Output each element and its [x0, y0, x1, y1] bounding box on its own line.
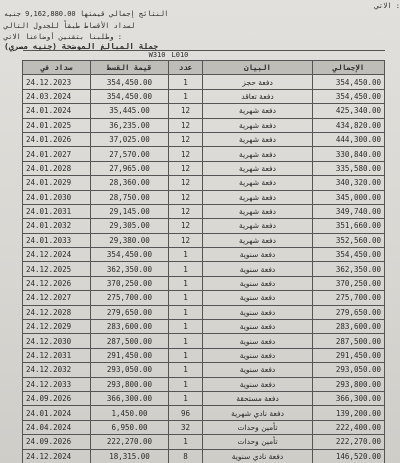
cell-type: دفعة شهرية: [203, 190, 313, 204]
cell-date: 24.09.2026: [23, 435, 91, 449]
cell-total: 354,450.00: [313, 248, 385, 262]
cell-date: 24.04.2024: [23, 420, 91, 434]
cell-date: 24.12.2031: [23, 348, 91, 362]
cell-type: دفعة حجز: [203, 75, 313, 89]
cell-count: 12: [169, 204, 203, 218]
cell-total: 354,450.00: [313, 89, 385, 103]
cell-total: 291,450.00: [313, 348, 385, 362]
cell-amount: 283,600.00: [91, 320, 169, 334]
cell-amount: 222,270.00: [91, 435, 169, 449]
cell-date: 24.01.2030: [23, 190, 91, 204]
cell-type: دفعة نادي شهرية: [203, 406, 313, 420]
table-row: [23, 363, 385, 377]
cell-count: 12: [169, 118, 203, 132]
cell-count: 1: [169, 334, 203, 348]
table-row: [23, 391, 385, 405]
cell-type: دفعة شهرية: [203, 132, 313, 146]
cell-count: 96: [169, 406, 203, 420]
cell-total: 345,000.00: [313, 190, 385, 204]
table-row: [23, 190, 385, 204]
cell-amount: 6,950.00: [91, 420, 169, 434]
table-row: [23, 276, 385, 290]
table-body: [23, 75, 385, 463]
cell-amount: 362,350.00: [91, 262, 169, 276]
table-row: [23, 161, 385, 175]
cell-date: 24.12.2030: [23, 334, 91, 348]
cell-count: 12: [169, 132, 203, 146]
cell-type: دفعة شهرية: [203, 161, 313, 175]
cell-date: 24.01.2024: [23, 104, 91, 118]
cell-amount: 35,445.00: [91, 104, 169, 118]
cell-amount: 354,450.00: [91, 75, 169, 89]
cell-type: دفعة شهرية: [203, 204, 313, 218]
cell-total: 370,250.00: [313, 276, 385, 290]
table-row: [23, 377, 385, 391]
cell-date: 24.12.2028: [23, 305, 91, 319]
cell-total: 293,800.00: [313, 377, 385, 391]
cell-amount: 354,450.00: [91, 89, 169, 103]
cell-date: 24.12.2024: [23, 449, 91, 463]
header-line-1: الاتي :: [374, 2, 400, 10]
sub-code-right: L010: [169, 51, 385, 61]
table-title: جملة المبالغ الموضحة (جنيه مصري): [4, 42, 159, 51]
cell-amount: 28,750.00: [91, 190, 169, 204]
cell-count: 1: [169, 391, 203, 405]
table-row: [23, 305, 385, 319]
cell-date: 24.01.2033: [23, 233, 91, 247]
cell-type: دفعة سنوية: [203, 276, 313, 290]
cell-date: 24.12.2033: [23, 377, 91, 391]
cell-amount: 279,650.00: [91, 305, 169, 319]
cell-type: دفعة تعاقد: [203, 89, 313, 103]
table-row: [23, 262, 385, 276]
payment-schedule-table: [22, 50, 385, 463]
table-row: [23, 420, 385, 434]
cell-date: 24.12.2027: [23, 291, 91, 305]
cell-date: 24.01.2032: [23, 219, 91, 233]
cell-total: 340,320.00: [313, 176, 385, 190]
cell-type: دفعة سنوية: [203, 262, 313, 276]
cell-amount: 293,800.00: [91, 377, 169, 391]
cell-total: 352,560.00: [313, 233, 385, 247]
cell-total: 283,600.00: [313, 320, 385, 334]
cell-total: 139,200.00: [313, 406, 385, 420]
cell-count: 12: [169, 219, 203, 233]
table-row: [23, 118, 385, 132]
header-line-4: وطلبنا بتقنين أوضاعنا الاتي :: [4, 33, 123, 41]
cell-date: 24.12.2024: [23, 248, 91, 262]
cell-count: 12: [169, 190, 203, 204]
cell-type: دفعة سنوية: [203, 248, 313, 262]
cell-count: 1: [169, 377, 203, 391]
cell-type: دفعة سنوية: [203, 320, 313, 334]
cell-total: 351,660.00: [313, 219, 385, 233]
cell-amount: 370,250.00: [91, 276, 169, 290]
header-line-3: لسداد الأقساط طبقاً للجدول التالي: [4, 22, 135, 30]
cell-count: 8: [169, 449, 203, 463]
cell-total: 354,450.00: [313, 75, 385, 89]
cell-type: دفعة سنوية: [203, 377, 313, 391]
cell-type: دفعة شهرية: [203, 104, 313, 118]
cell-count: 1: [169, 248, 203, 262]
cell-date: 24.01.2025: [23, 118, 91, 132]
cell-type: دفعة نادي سنوية: [203, 449, 313, 463]
cell-amount: 287,500.00: [91, 334, 169, 348]
cell-total: 293,050.00: [313, 363, 385, 377]
col-header-total: الإجمالي: [313, 61, 385, 75]
cell-amount: 37,025.00: [91, 132, 169, 146]
table-row: [23, 334, 385, 348]
cell-amount: 27,965.00: [91, 161, 169, 175]
cell-type: دفعة سنوية: [203, 291, 313, 305]
table-row: [23, 435, 385, 449]
cell-type: دفعة شهرية: [203, 219, 313, 233]
cell-count: 12: [169, 104, 203, 118]
cell-count: 1: [169, 276, 203, 290]
cell-type: دفعة سنوية: [203, 334, 313, 348]
cell-amount: 28,360.00: [91, 176, 169, 190]
cell-type: دفعة شهرية: [203, 118, 313, 132]
cell-amount: 366,300.00: [91, 391, 169, 405]
cell-total: 330,840.00: [313, 147, 385, 161]
cell-amount: 29,145.00: [91, 204, 169, 218]
cell-date: 24.12.2025: [23, 262, 91, 276]
cell-amount: 29,305.00: [91, 219, 169, 233]
cell-total: 275,700.00: [313, 291, 385, 305]
table-row: [23, 449, 385, 463]
cell-total: 444,300.00: [313, 132, 385, 146]
header-line-2: النتائج إجمالي قيمتها 9,162,880.00 جنيه: [4, 10, 169, 18]
cell-count: 32: [169, 420, 203, 434]
cell-count: 12: [169, 176, 203, 190]
cell-amount: 291,450.00: [91, 348, 169, 362]
cell-date: 24.01.2026: [23, 132, 91, 146]
table-row: [23, 406, 385, 420]
cell-type: دفعة شهرية: [203, 233, 313, 247]
cell-date: 24.12.2026: [23, 276, 91, 290]
cell-total: 425,340.00: [313, 104, 385, 118]
cell-date: 24.12.2029: [23, 320, 91, 334]
cell-type: دفعة مستحقة: [203, 391, 313, 405]
cell-date: 24.01.2031: [23, 204, 91, 218]
table-row: [23, 233, 385, 247]
cell-type: دفعة سنوية: [203, 305, 313, 319]
cell-type: تأمين وحدات: [203, 435, 313, 449]
cell-amount: 36,235.00: [91, 118, 169, 132]
cell-count: 1: [169, 320, 203, 334]
cell-type: دفعة شهرية: [203, 176, 313, 190]
cell-date: 24.01.2024: [23, 406, 91, 420]
cell-count: 12: [169, 233, 203, 247]
cell-total: 222,270.00: [313, 435, 385, 449]
cell-count: 1: [169, 435, 203, 449]
table-row: [23, 132, 385, 146]
table-row: [23, 147, 385, 161]
cell-total: 287,500.00: [313, 334, 385, 348]
cell-count: 1: [169, 291, 203, 305]
cell-type: دفعة سنوية: [203, 348, 313, 362]
table-row: [23, 75, 385, 89]
cell-total: 279,650.00: [313, 305, 385, 319]
cell-count: 1: [169, 89, 203, 103]
table-row: [23, 104, 385, 118]
cell-date: 24.01.2028: [23, 161, 91, 175]
cell-total: 434,820.00: [313, 118, 385, 132]
cell-type: تأمين وحدات: [203, 420, 313, 434]
col-header-date: سداد في: [23, 61, 91, 75]
cell-amount: 27,570.00: [91, 147, 169, 161]
col-header-amount: قيمة القسط: [91, 61, 169, 75]
cell-count: 1: [169, 363, 203, 377]
cell-total: 222,400.00: [313, 420, 385, 434]
cell-type: دفعة شهرية: [203, 147, 313, 161]
cell-total: 349,740.00: [313, 204, 385, 218]
cell-amount: 293,050.00: [91, 363, 169, 377]
col-header-count: عدد: [169, 61, 203, 75]
cell-date: 24.12.2032: [23, 363, 91, 377]
table-row: [23, 291, 385, 305]
cell-count: 1: [169, 348, 203, 362]
cell-count: 12: [169, 147, 203, 161]
cell-date: 24.12.2023: [23, 75, 91, 89]
cell-count: 1: [169, 75, 203, 89]
cell-date: 24.01.2027: [23, 147, 91, 161]
table-row: [23, 89, 385, 103]
cell-amount: 354,450.00: [91, 248, 169, 262]
table-row: [23, 348, 385, 362]
cell-total: 146,520.00: [313, 449, 385, 463]
cell-date: 24.01.2029: [23, 176, 91, 190]
cell-amount: 29,380.00: [91, 233, 169, 247]
table-row: [23, 320, 385, 334]
cell-total: 335,580.00: [313, 161, 385, 175]
table-subheader: [23, 51, 385, 61]
table-row: [23, 176, 385, 190]
sub-code-left: W310: [23, 51, 169, 61]
cell-amount: 18,315.00: [91, 449, 169, 463]
table-row: [23, 248, 385, 262]
cell-count: 1: [169, 262, 203, 276]
table-row: [23, 219, 385, 233]
cell-total: 366,300.00: [313, 391, 385, 405]
cell-count: 12: [169, 161, 203, 175]
cell-amount: 275,700.00: [91, 291, 169, 305]
table-header-row: [23, 61, 385, 75]
cell-count: 1: [169, 305, 203, 319]
cell-total: 362,350.00: [313, 262, 385, 276]
cell-date: 24.09.2026: [23, 391, 91, 405]
table-row: [23, 204, 385, 218]
cell-amount: 1,450.00: [91, 406, 169, 420]
cell-date: 24.03.2024: [23, 89, 91, 103]
cell-type: دفعة سنوية: [203, 363, 313, 377]
col-header-type: البيان: [203, 61, 313, 75]
